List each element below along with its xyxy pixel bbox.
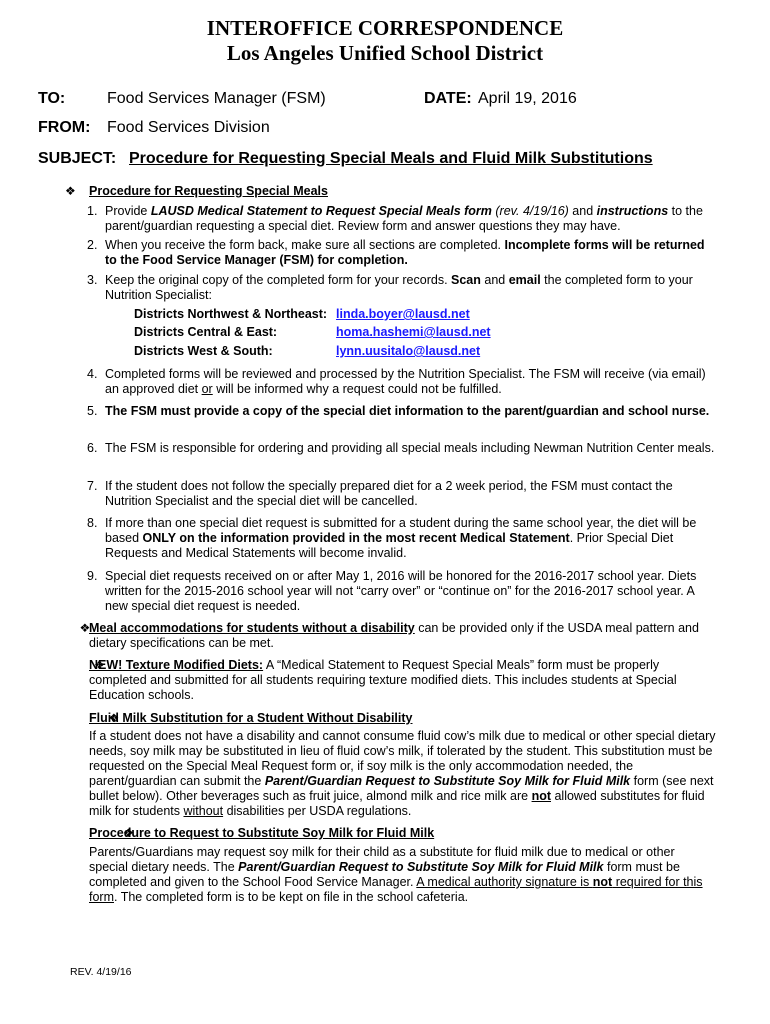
district-name: Districts Central & East: [134, 325, 278, 339]
list-item-4: 4. Completed forms will be reviewed and processed by the Nutrition Specialist. The FSM will receive (via email) an approved diet or will be informed why a request could not be fulfilled. [87, 367, 706, 396]
section-soy-milk-text: Parents/Guardians may request soy milk for their child as a substitute for fluid milk due to medical or other special dietary needs. The Parent/Guardian Request to Substitute Soy Milk for Fluid Milk form must be completed and given to the School Food Service Manager. A medical authority signature is not required for this form. The completed form is to be kept on file in the school cafeteria. [89, 845, 703, 904]
list-item-2: 2. When you receive the form back, make sure all sections are completed. Incomplete forms will be returned to the Food Service Manager (FSM) for completion. [87, 238, 705, 267]
to-label: TO: [38, 90, 66, 107]
from-value: Food Services Division [107, 119, 270, 136]
email-link[interactable]: linda.boyer@lausd.net [336, 307, 470, 321]
section-milk-substitution-text: If a student does not have a disability and cannot consume fluid cow’s milk due to medical or other special dietary needs, soy milk may be substituted in lieu of fluid cow’s milk, if tolerated by the student. This substitution must be requested on the Special Meal Request form or, if soy milk is the only accommodation needed, the parent/guardian can submit the Parent/Guardian Request to Substitute Soy Milk for Fluid Milk form (see next bullet below). Other beverages such as fruit juice, almond milk and rice milk are not allowed substitutes for fluid milk for students without disabilities per USDA regulations. [89, 729, 716, 818]
section-texture-modified: NEW! Texture Modified Diets: A “Medical Statement to Request Special Meals” form must be properly completed and submitted for all students requiring texture modified diets. This includes students at Special Education schools. [89, 658, 677, 702]
from-label: FROM: [38, 119, 91, 136]
section-title-milk-substitution: Fluid Milk Substitution for a Student Without Disability [89, 711, 413, 725]
section-meal-accommodations: Meal accommodations for students without a disability can be provided only if the USDA meal pattern and dietary specifications can be met. [89, 621, 699, 650]
letterhead [0, 16, 770, 66]
date-label: DATE: [424, 90, 472, 107]
organization-name: Los Angeles Unified School District [226, 41, 544, 65]
district-name: Districts Northwest & Northeast: [134, 307, 328, 321]
district-name: Districts West & South: [134, 344, 273, 358]
to-value: Food Services Manager (FSM) [107, 90, 326, 107]
section-title-soy-milk: Procedure to Request to Substitute Soy Milk for Fluid Milk [89, 826, 435, 840]
subject-label: SUBJECT: [38, 150, 117, 167]
revision-footer: REV. 4/19/16 [70, 966, 132, 978]
list-item-9: 9. Special diet requests received on or after May 1, 2016 will be honored for the 2016-2017 school year. Diets written for the 2015-2016 school year will not “carry over” or “continue on” for the 2016-2017 school year. A new special diet request is needed. [87, 569, 697, 613]
date-value: April 19, 2016 [478, 90, 577, 107]
list-item-1: 1. Provide LAUSD Medical Statement to Request Special Meals form (rev. 4/19/16) and instructions to the parent/guardian requesting a special diet. Review form and answer questions they may have. [87, 204, 703, 233]
email-link[interactable]: lynn.uusitalo@lausd.net [336, 344, 481, 358]
list-item-5: 5. The FSM must provide a copy of the special diet information to the parent/guardian and school nurse. [87, 404, 710, 418]
diamond-bullet-icon [65, 185, 76, 196]
subject-value: Procedure for Requesting Special Meals and Fluid Milk Substitutions [129, 150, 653, 167]
list-item-8: 8. If more than one special diet request is submitted for a student during the same school year, the diet will be based ONLY on the information provided in the most recent Medical Statement. Prior Special Diet Requests and Medical Statements will become invalid. [87, 516, 697, 560]
list-item-7: 7. If the student does not follow the specially prepared diet for a 2 week period, the FSM must contact the Nutrition Specialist and the special diet will be cancelled. [87, 479, 673, 508]
list-item-3: 3. Keep the original copy of the completed form for your records. Scan and email the completed form to your Nutrition Specialist: [87, 273, 693, 302]
document-title: INTEROFFICE CORRESPONDENCE [206, 16, 564, 40]
section-title-special-meals: Procedure for Requesting Special Meals [89, 184, 328, 198]
email-link[interactable]: homa.hashemi@lausd.net [336, 325, 491, 339]
subject-line [38, 149, 653, 169]
list-item-6: 6. The FSM is responsible for ordering and providing all special meals including Newman Nutrition Center meals. [87, 441, 715, 455]
